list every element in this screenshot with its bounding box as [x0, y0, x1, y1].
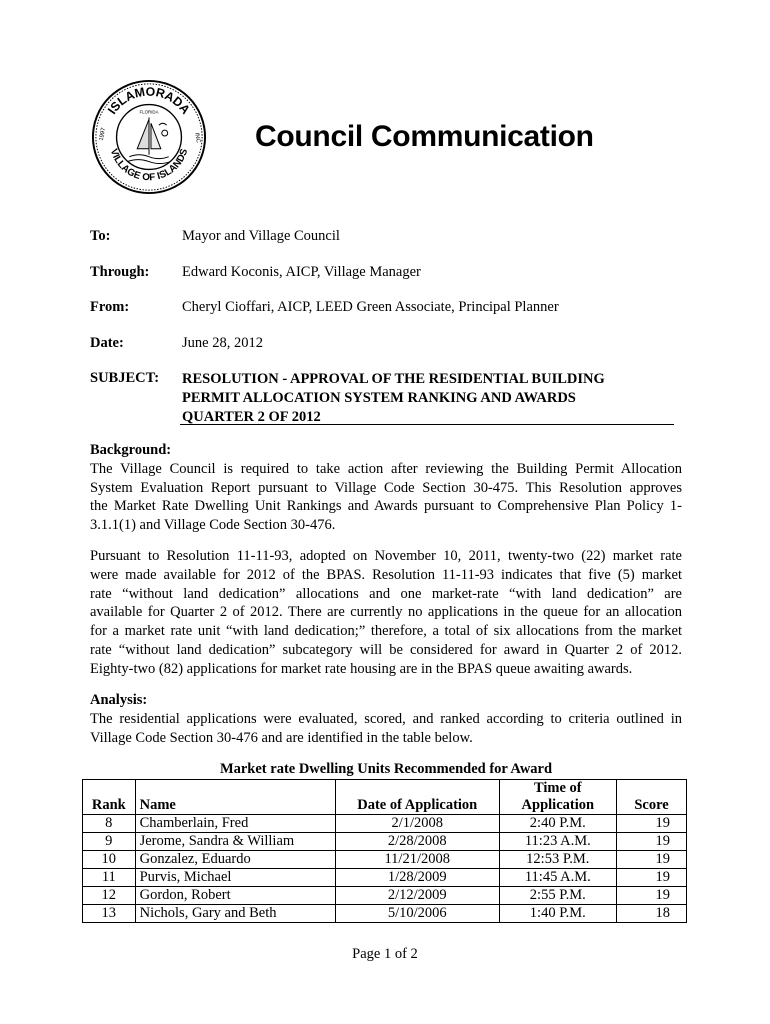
page-title: Council Communication [255, 120, 594, 153]
from-label: From: [90, 299, 130, 315]
background-para2-line: rate “without land dedication” allocations and one market-rate “with land dedication” are [90, 585, 682, 602]
seal-bottom-text: VILLAGE OF ISLANDS [107, 147, 191, 184]
background-para2-line: available for Quarter 2 of 2012. There are currently no applications in the queue for an allocation [90, 604, 682, 621]
background-para2-line: for a market rate unit “with land dedication;” therefore, a total of six allocations from the market [90, 623, 682, 640]
header-time-line1: Time of [533, 780, 582, 796]
to-value: Mayor and Village Council [182, 228, 340, 244]
cell-name: Jerome, Sandra & William [135, 833, 335, 851]
subject-line: PERMIT ALLOCATION SYSTEM RANKING AND AWARDS [182, 390, 576, 406]
seal-scene-icon [127, 117, 170, 163]
background-section [90, 441, 682, 535]
cell-rank: 13 [83, 905, 136, 923]
analysis-heading: Analysis: [90, 692, 148, 708]
cell-score: 19 [617, 851, 687, 869]
from-value: Cheryl Cioffari, AICP, LEED Green Associate, Principal Planner [182, 299, 559, 315]
cell-time: 12:53 P.M. [499, 851, 617, 869]
cell-score: 19 [617, 815, 687, 833]
header-date: Date of Application [335, 780, 499, 815]
cell-date: 2/1/2008 [335, 815, 499, 833]
table-row [83, 905, 687, 923]
subject-label: SUBJECT: [90, 370, 160, 386]
subject-divider [180, 424, 674, 425]
analysis-section [90, 691, 682, 747]
cell-rank: 10 [83, 851, 136, 869]
date-value: June 28, 2012 [182, 335, 263, 351]
seal-left-text: 1997 [98, 127, 108, 142]
cell-score: 19 [617, 869, 687, 887]
background-para1-line: The Village Council is required to take action after reviewing the Building Permit Allocation [90, 460, 682, 477]
background-para2-line: Pursuant to Resolution 11-11-93, adopted on November 10, 2011, twenty-two (22) market rate [90, 548, 682, 564]
header-rank: Rank [83, 780, 136, 815]
subject-value [182, 370, 605, 427]
cell-date: 2/12/2009 [335, 887, 499, 905]
cell-score: 19 [617, 833, 687, 851]
through-label: Through: [90, 264, 150, 280]
header-time-line2: Application [521, 797, 595, 813]
header-name: Name [135, 780, 335, 815]
cell-date: 2/28/2008 [335, 833, 499, 851]
cell-rank: 8 [83, 815, 136, 833]
cell-name: Nichols, Gary and Beth [135, 905, 335, 923]
seal-right-text: INC [193, 132, 201, 144]
analysis-para-line: The residential applications were evaluated, scored, and ranked according to criteria outlined in [90, 710, 682, 727]
cell-time: 11:23 A.M. [499, 833, 617, 851]
cell-rank: 9 [83, 833, 136, 851]
subject-line: RESOLUTION - APPROVAL OF THE RESIDENTIAL BUILDING [182, 371, 605, 387]
cell-name: Purvis, Michael [135, 869, 335, 887]
cell-time: 11:45 A.M. [499, 869, 617, 887]
table-row [83, 869, 687, 887]
subject-line: QUARTER 2 OF 2012 [182, 409, 321, 425]
cell-name: Chamberlain, Fred [135, 815, 335, 833]
page-number: Page 1 of 2 [352, 946, 418, 962]
table-row [83, 815, 687, 833]
background-para1-line: the Market Rate Dwelling Unit Rankings and Awards pursuant to Comprehensive Plan Policy 1- [90, 498, 682, 515]
to-label: To: [90, 228, 111, 244]
cell-date: 11/21/2008 [335, 851, 499, 869]
cell-date: 5/10/2006 [335, 905, 499, 923]
background-heading: Background: [90, 442, 172, 458]
table-row [83, 833, 687, 851]
table-title: Market rate Dwelling Units Recommended for Award [219, 761, 553, 777]
background-para1-line: System Evaluation Report pursuant to Village Code Section 30-475. This Resolution approves [90, 479, 682, 496]
background-para2-line: rate “without land dedication” subcategory will be considered for award in Quarter 2 of 2012. [90, 641, 682, 658]
cell-time: 1:40 P.M. [499, 905, 617, 923]
cell-time: 2:40 P.M. [499, 815, 617, 833]
seal-top-text: ISLAMORADA [104, 84, 193, 117]
table-row [83, 851, 687, 869]
date-label: Date: [90, 335, 124, 351]
header-score: Score [617, 780, 687, 815]
seal-inner-text: FLORIDA [139, 109, 159, 115]
cell-score: 19 [617, 887, 687, 905]
awards-table [82, 779, 687, 923]
analysis-para-line: Village Code Section 30-476 and are identified in the table below. [90, 729, 473, 746]
cell-name: Gonzalez, Eduardo [135, 851, 335, 869]
cell-date: 1/28/2009 [335, 869, 499, 887]
village-seal-logo [90, 78, 208, 196]
background-para2 [90, 547, 682, 679]
background-para2-line: Eighty-two (82) applications for market rate housing are in the BPAS queue awaiting awards. [90, 660, 633, 677]
table-header-row [83, 780, 687, 815]
cell-name: Gordon, Robert [135, 887, 335, 905]
through-value: Edward Koconis, AICP, Village Manager [182, 264, 421, 280]
header-time [499, 780, 617, 815]
cell-score: 18 [617, 905, 687, 923]
cell-time: 2:55 P.M. [499, 887, 617, 905]
background-para2-line: were made available for 2012 of the BPAS. Resolution 11-11-93 indicates that five (5) market [90, 566, 682, 583]
background-para1-line: 3.1.1(1) and Village Code Section 30-476. [90, 517, 336, 534]
table-row [83, 887, 687, 905]
cell-rank: 11 [83, 869, 136, 887]
cell-rank: 12 [83, 887, 136, 905]
